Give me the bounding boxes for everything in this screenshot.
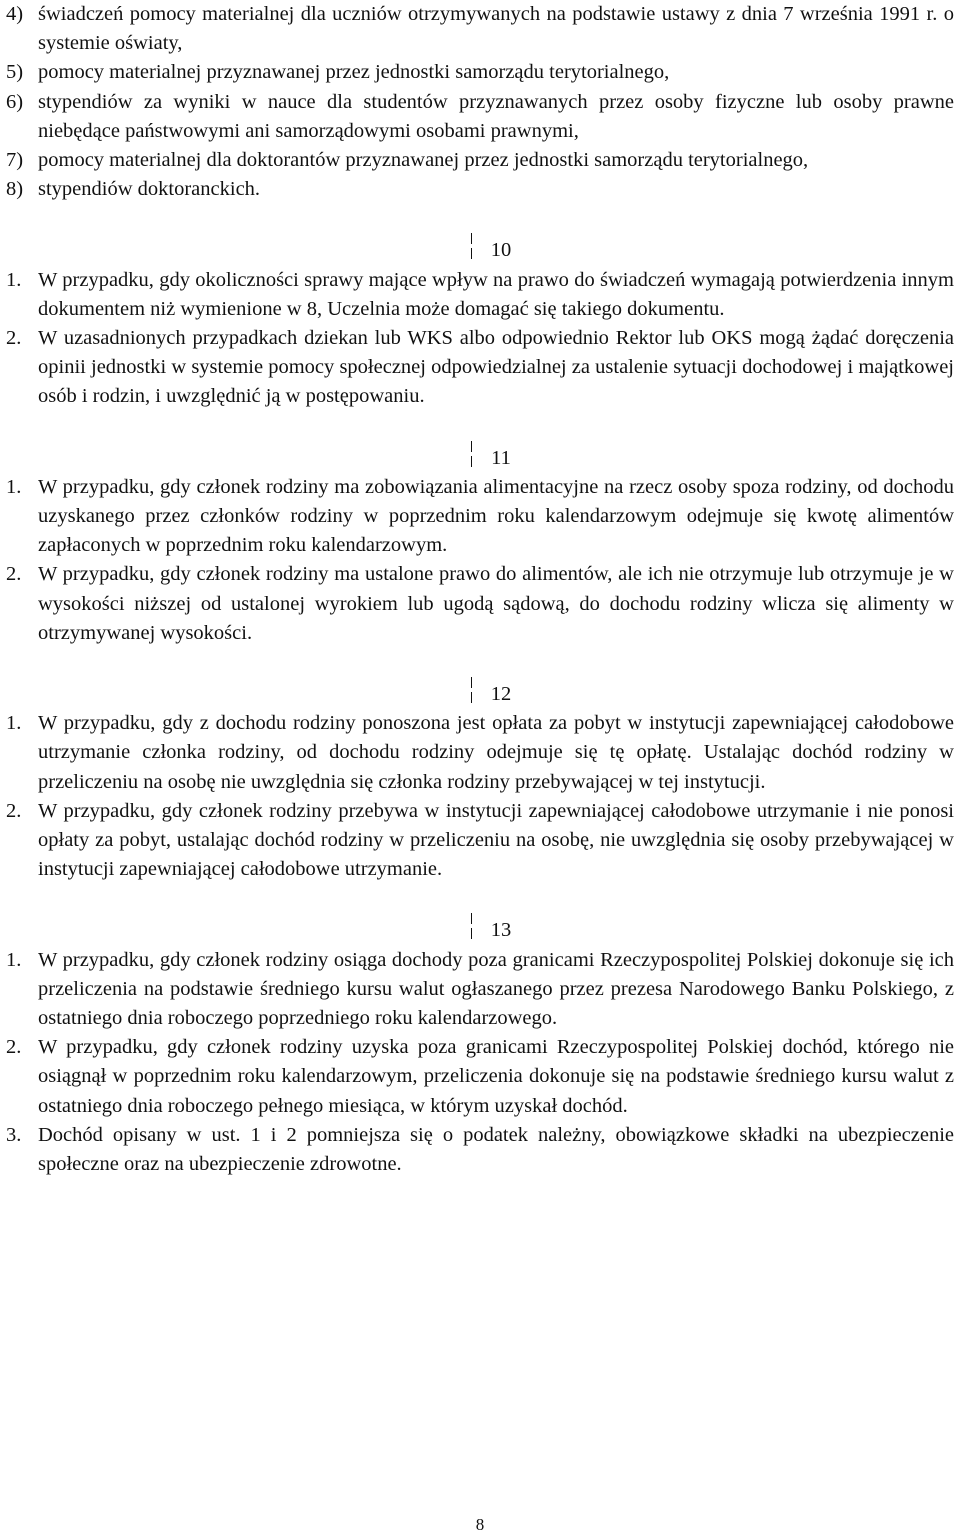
section-number: 12	[490, 683, 512, 706]
paragraph-number: 3.	[6, 1123, 22, 1146]
list-item	[6, 88, 954, 146]
section-heading	[6, 680, 954, 709]
paragraph	[6, 266, 954, 324]
paragraph-text: W przypadku, gdy okoliczności sprawy mające wpływ na prawo do świadczeń wymagają potwierdzenia innym dokumentem niż wymienione w 8, Uczelnia może domagać się takiego dokumentu.	[38, 268, 954, 320]
paragraph	[6, 709, 954, 797]
list-item	[6, 146, 954, 175]
list-item-text: stypendiów za wyniki w nauce dla studentów przyznawanych przez osoby fizyczne lub osoby prawne niebędące państwowymi ani samorządowymi osobami prawnymi,	[38, 90, 954, 142]
section-number: 13	[490, 919, 512, 942]
paragraph	[6, 560, 954, 648]
section-number: 11	[491, 446, 511, 469]
paragraph	[6, 946, 954, 1034]
section-sign-icon	[467, 451, 477, 465]
list-item-number: 6)	[6, 90, 24, 113]
list-item-number: 8)	[6, 178, 24, 201]
paragraph-number: 1.	[6, 712, 22, 735]
section-sign-icon	[467, 243, 477, 257]
list-item	[6, 0, 954, 58]
section-12	[6, 680, 954, 884]
paragraph-number: 2.	[6, 1036, 22, 1059]
paragraph	[6, 473, 954, 561]
paragraph-number: 1.	[6, 268, 22, 291]
paragraph-text: W przypadku, gdy z dochodu rodziny ponoszona jest opłata za pobyt w instytucji zapewniającej całodobowe utrzymanie członka rodziny, od dochodu rodziny odejmuje się tę opłatę. Ustalając dochód rodziny w przeliczeniu na osobę nie uwzględnia się członka rodziny przebywającej w tej instytucji.	[38, 712, 954, 793]
paragraph	[6, 1121, 954, 1179]
section-number: 10	[490, 239, 512, 262]
section-10	[6, 236, 954, 411]
section-11	[6, 444, 954, 648]
list-item-text: pomocy materialnej dla doktorantów przyznawanej przez jednostki samorządu terytorialnego,	[38, 149, 809, 172]
paragraph-text: W przypadku, gdy członek rodziny ma ustalone prawo do alimentów, ale ich nie otrzymuje lub otrzymuje je w wysokości niższej od ustalonej wyrokiem lub ugodą sądową, do dochodu rodziny wlicza się alimenty w otrzymywanej wysokości.	[38, 563, 954, 644]
paragraph	[6, 797, 954, 885]
list-item-number: 7)	[6, 149, 24, 172]
paragraph-number: 2.	[6, 563, 22, 586]
list-item-text: stypendiów doktoranckich.	[38, 178, 261, 201]
section-heading	[6, 916, 954, 945]
paragraph-number: 1.	[6, 475, 22, 498]
list-item-number: 4)	[6, 3, 24, 25]
paragraph	[6, 1033, 954, 1121]
paragraph-text: Dochód opisany w ust. 1 i 2 pomniejsza się o podatek należny, obowiązkowe składki na ubezpieczenie społeczne oraz na ubezpieczenie zdrowotne.	[38, 1123, 954, 1176]
list-item	[6, 175, 954, 204]
paragraph-number: 1.	[6, 948, 22, 971]
paragraph-text: W przypadku, gdy członek rodziny osiąga dochody poza granicami Rzeczypospolitej Polskiej dokonuje się ich przeliczenia na podstawie średniego kursu walut ogłaszanego przez prezesa Narodowego Banku Polskiego, z ostatniego dnia roboczego poprzedniego roku kalendarzowego.	[38, 948, 954, 1030]
paragraph-text: W uzasadnionych przypadkach dziekan lub WKS albo odpowiednio Rektor lub OKS mogą żądać doręczenia opinii jednostki w systemie pomocy społecznej odpowiedzialnej za ustalenie sytuacji dochodowej i majątkowej osób i rodzin, i uwzględnić ją w postępowaniu.	[38, 327, 954, 408]
paragraph-text: W przypadku, gdy członek rodziny uzyska poza granicami Rzeczypospolitej Polskiej dochód, którego nie osiągnął w poprzednim roku kalendarzowym, przeliczenia dokonuje się na podstawie średniego kursu walut z ostatniego dnia roboczego pełnego miesiąca, w którym uzyskał dochód.	[38, 1036, 954, 1117]
list-item-text: świadczeń pomocy materialnej dla uczniów otrzymywanych na podstawie ustawy z dnia 7 września 1991 r. o systemie oświaty,	[38, 3, 954, 55]
paragraph-number: 2.	[6, 327, 22, 350]
section-heading	[6, 444, 954, 473]
list-item-text: pomocy materialnej przyznawanej przez jednostki samorządu terytorialnego,	[38, 61, 670, 84]
list-item	[6, 58, 954, 87]
list-item-number: 5)	[6, 61, 24, 84]
paragraph-text: W przypadku, gdy członek rodziny ma zobowiązania alimentacyjne na rzecz osoby spoza rodziny, od dochodu uzyskanego przez członków rodziny w poprzednim roku kalendarzowym odejmuje się kwotę alimentów zapłaconych w poprzednim roku kalendarzowym.	[38, 475, 954, 557]
page-number: 8	[475, 1515, 485, 1534]
section-heading	[6, 236, 954, 265]
section-sign-icon	[467, 687, 477, 701]
section-sign-icon	[467, 923, 477, 937]
intro-list	[6, 0, 954, 204]
paragraph-text: W przypadku, gdy członek rodziny przebywa w instytucji zapewniającej całodobowe utrzymanie i nie ponosi opłaty za pobyt, ustalając dochód rodziny w przeliczeniu na osobę, nie uwzględnia się osoby przebywającej w instytucji zapewniającej całodobowe utrzymanie.	[38, 799, 954, 881]
paragraph	[6, 324, 954, 412]
paragraph-number: 2.	[6, 799, 22, 822]
section-13	[6, 916, 954, 1179]
